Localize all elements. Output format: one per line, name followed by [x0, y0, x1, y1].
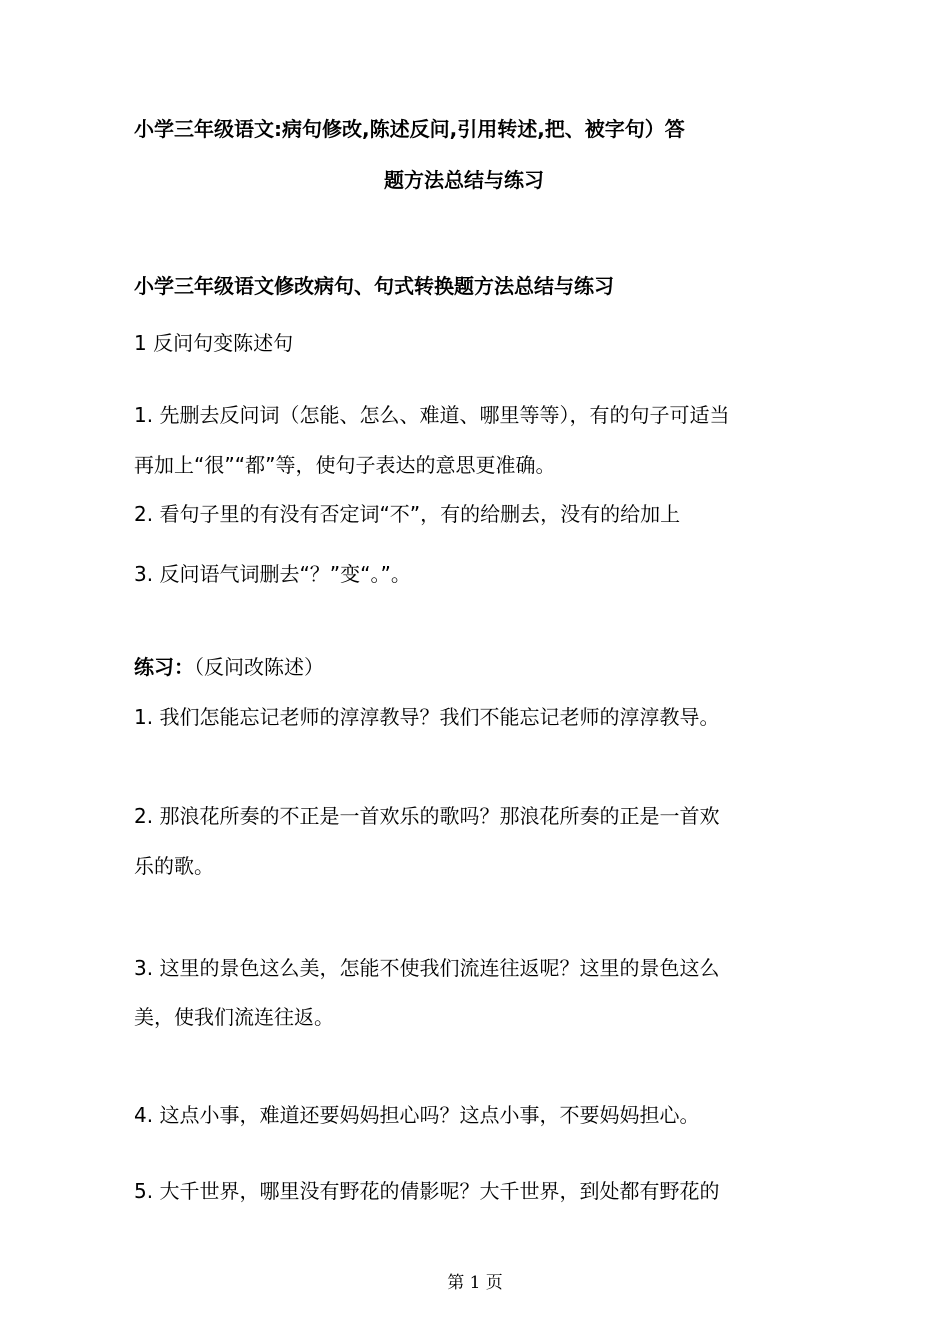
rule-line-4: 3. 反问语气词删去“？”变“。”。: [134, 562, 411, 586]
exercise-line-2: 2. 那浪花所奏的不正是一首欢乐的歌吗？那浪花所奏的正是一首欢: [134, 804, 720, 828]
practice-label: 练习：: [134, 655, 194, 679]
exercise-line-5: 美，使我们流连往返。: [134, 1005, 334, 1029]
rule-line-3: 2. 看句子里的有没有否定词“不”，有的给删去，没有的给加上: [134, 502, 681, 526]
exercise-line-6: 4. 这点小事，难道还要妈妈担心吗？这点小事，不要妈妈担心。: [134, 1103, 700, 1127]
exercise-line-1: 1. 我们怎能忘记老师的淳淳教导？我们不能忘记老师的淳淳教导。: [134, 705, 720, 729]
rule-line-2: 再加上“很”“都”等，使句子表达的意思更准确。: [134, 453, 556, 477]
document-title-line-2: 题方法总结与练习: [384, 168, 544, 192]
section-subtitle: 小学三年级语文修改病句、句式转换题方法总结与练习: [134, 274, 614, 298]
exercise-line-3: 乐的歌。: [134, 854, 214, 878]
document-title-line-1: 小学三年级语文:病句修改,陈述反问,引用转述,把、被字句）答: [134, 117, 685, 141]
exercise-line-4: 3. 这里的景色这么美，怎能不使我们流连往返呢？这里的景色这么: [134, 956, 720, 980]
exercise-line-7: 5. 大千世界，哪里没有野花的倩影呢？大千世界，到处都有野花的: [134, 1179, 720, 1203]
practice-note: （反问改陈述）: [194, 655, 324, 679]
section-heading: 1 反问句变陈述句: [134, 331, 294, 355]
rule-line-1: 1. 先删去反问词（怎能、怎么、难道、哪里等等），有的句子可适当: [134, 403, 730, 427]
practice-heading: [134, 653, 324, 681]
page-number-footer: 第 1 页: [447, 1273, 503, 1293]
